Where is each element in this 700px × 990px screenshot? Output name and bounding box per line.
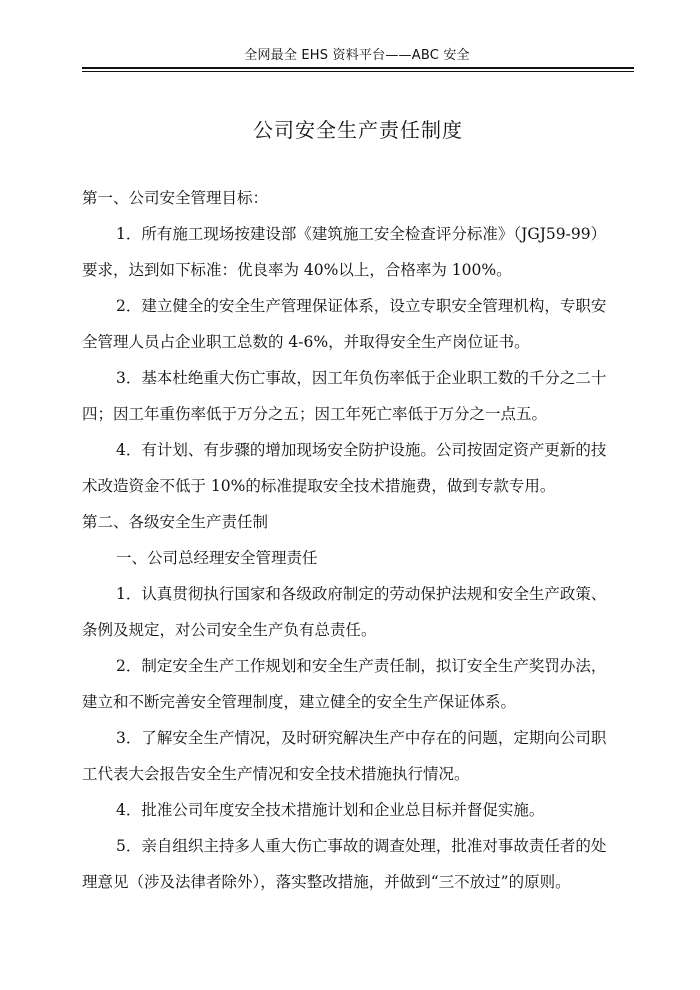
- header-rule: [82, 67, 634, 69]
- paragraph-line: 3．基本杜绝重大伤亡事故，因工年负伤率低于企业职工数的千分之二十: [116, 369, 607, 387]
- header-rule-thin: [82, 71, 634, 72]
- paragraph-line: 1．认真贯彻执行国家和各级政府制定的劳动保护法规和安全生产政策、: [116, 585, 607, 603]
- paragraph-line: 全管理人员占企业职工总数的 4-6%，并取得安全生产岗位证书。: [82, 333, 530, 351]
- subsection-heading: 一、公司总经理安全管理责任: [116, 549, 318, 567]
- paragraph-line: 3．了解安全生产情况，及时研究解决生产中存在的问题，定期向公司职: [116, 729, 607, 747]
- paragraph-line: 4．有计划、有步骤的增加现场安全防护设施。公司按固定资产更新的技: [116, 441, 607, 459]
- paragraph-line: 术改造资金不低于 10%的标准提取安全技术措施费，做到专款专用。: [82, 477, 556, 495]
- paragraph-line: 2．制定安全生产工作规划和安全生产责任制，拟订安全生产奖罚办法，: [116, 657, 607, 675]
- section-heading: 第二、各级安全生产责任制: [82, 513, 269, 531]
- paragraph-line: 要求，达到如下标准：优良率为 40%以上，合格率为 100%。: [82, 261, 512, 279]
- paragraph-line: 5．亲自组织主持多人重大伤亡事故的调查处理，批准对事故责任者的处: [116, 837, 607, 855]
- running-header: 全网最全 EHS 资料平台——ABC 安全: [244, 48, 470, 63]
- section-heading: 第一、公司安全管理目标：: [82, 189, 269, 207]
- paragraph-line: 理意见（涉及法律者除外），落实整改措施，并做到“三不放过”的原则。: [82, 873, 571, 891]
- paragraph-line: 条例及规定，对公司安全生产负有总责任。: [82, 621, 377, 639]
- paragraph-line: 1．所有施工现场按建设部《建筑施工安全检查评分标准》（JGJ59-99）: [116, 225, 607, 243]
- paragraph-line: 四；因工年重伤率低于万分之五；因工年死亡率低于万分之一点五。: [82, 405, 548, 423]
- paragraph-line: 建立和不断完善安全管理制度，建立健全的安全生产保证体系。: [82, 693, 517, 711]
- document-title: 公司安全生产责任制度: [253, 118, 463, 142]
- paragraph-line: 工代表大会报告安全生产情况和安全技术措施执行情况。: [82, 765, 470, 783]
- paragraph-line: 4．批准公司年度安全技术措施计划和企业总目标并督促实施。: [116, 801, 545, 819]
- paragraph-line: 2．建立健全的安全生产管理保证体系，设立专职安全管理机构，专职安: [116, 297, 607, 315]
- document-body: [82, 180, 634, 900]
